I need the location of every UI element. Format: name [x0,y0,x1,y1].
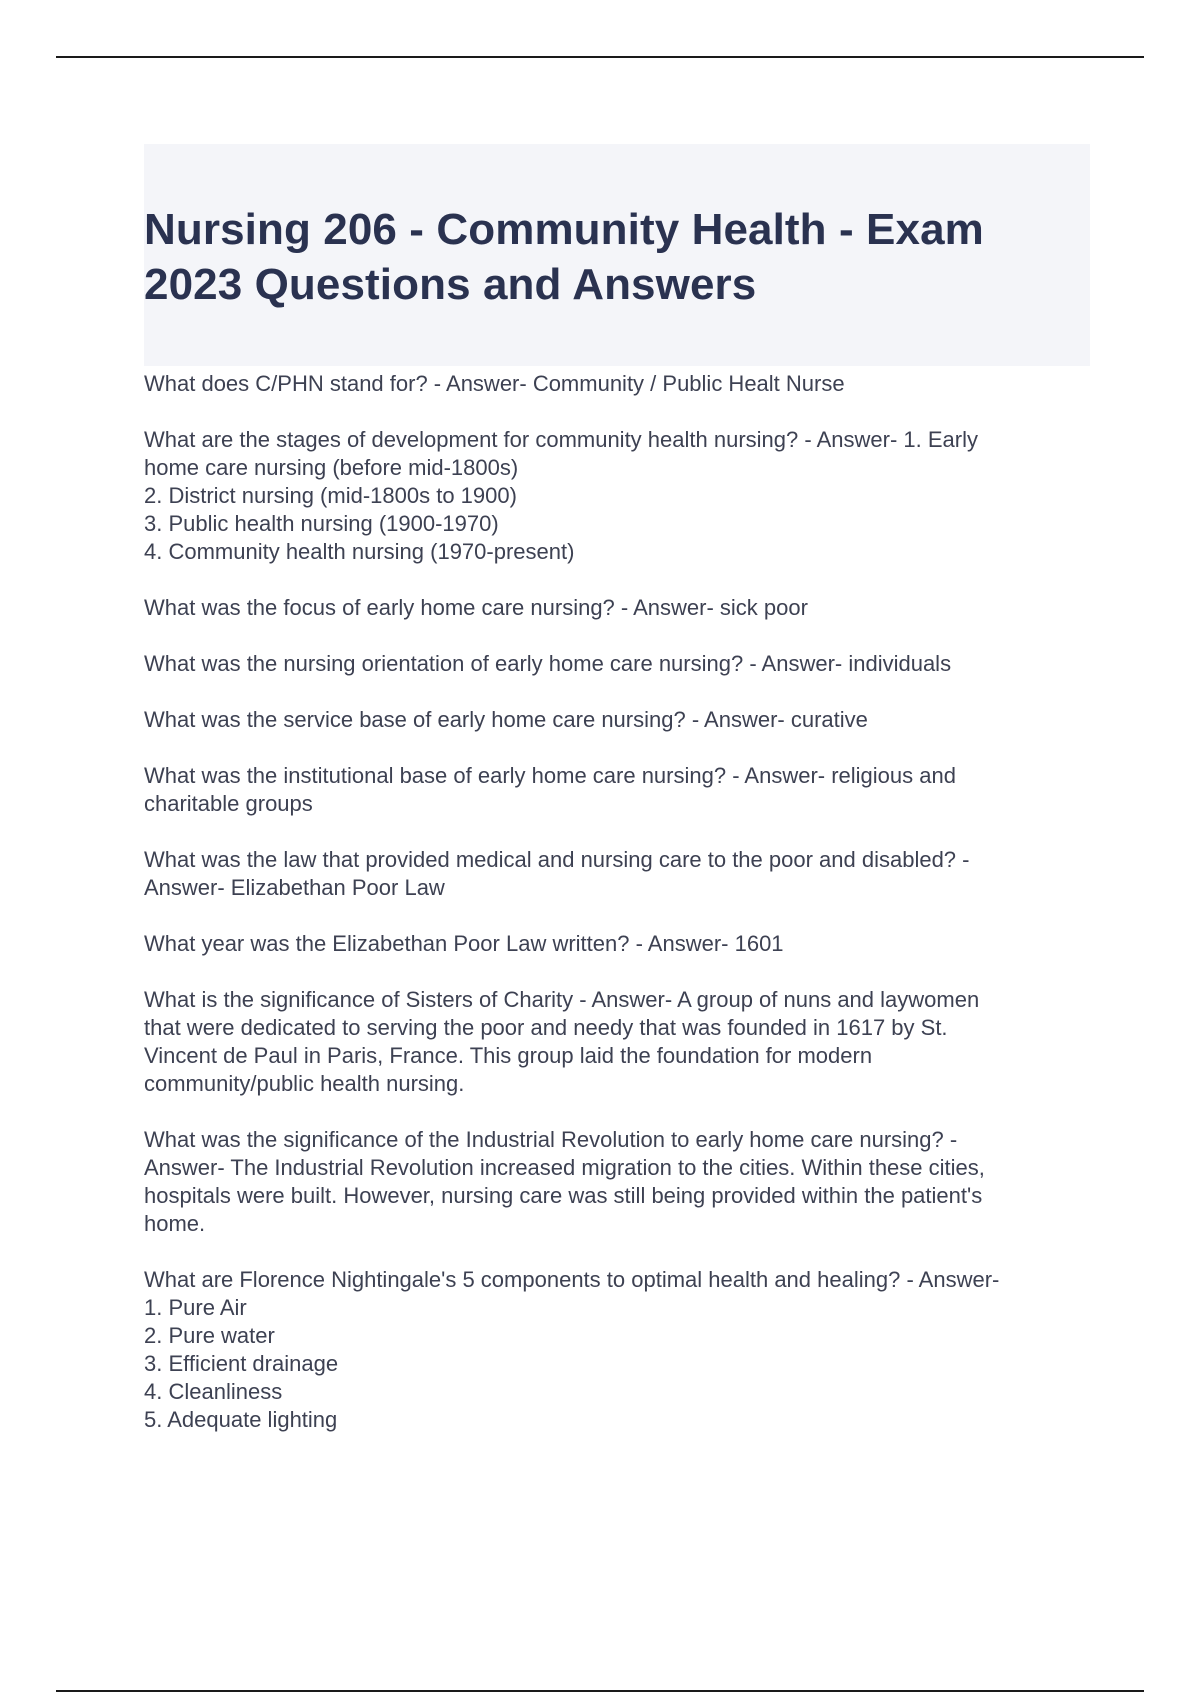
qa-line: 3. Public health nursing (1900-1970) [144,511,499,536]
qa-item [144,650,1090,678]
qa-line: Answer- The Industrial Revolution increased migration to the cities. Within these cities, [144,1155,985,1180]
document-body [144,144,1090,1462]
qa-line: What year was the Elizabethan Poor Law written? - Answer- 1601 [144,931,784,956]
qa-line: What was the focus of early home care nursing? - Answer- sick poor [144,595,808,620]
qa-line: charitable groups [144,791,313,816]
qa-line: What was the service base of early home care nursing? - Answer- curative [144,707,868,732]
qa-line: What was the law that provided medical and nursing care to the poor and disabled? - [144,847,970,872]
qa-line: that were dedicated to serving the poor and needy that was founded in 1617 by St. [144,1015,948,1040]
qa-line: What are the stages of development for community health nursing? - Answer- 1. Early [144,427,978,452]
qa-line: 3. Efficient drainage [144,1351,339,1376]
qa-line: What was the institutional base of early home care nursing? - Answer- religious and [144,763,956,788]
qa-line: What is the significance of Sisters of Charity - Answer- A group of nuns and laywomen [144,987,980,1012]
qa-line: What are Florence Nightingale's 5 components to optimal health and healing? - Answer- [144,1267,1000,1292]
qa-line: Vincent de Paul in Paris, France. This group laid the foundation for modern [144,1043,873,1068]
qa-item [144,1266,1090,1434]
title-block [144,144,1090,366]
qa-line: 2. District nursing (mid-1800s to 1900) [144,483,517,508]
qa-item [144,706,1090,734]
qa-line: What does C/PHN stand for? - Answer- Community / Public Healt Nurse [144,371,845,396]
qa-item [144,762,1090,818]
qa-line: 4. Cleanliness [144,1379,283,1404]
qa-line: 1. Pure Air [144,1295,247,1320]
qa-line: 5. Adequate lighting [144,1407,338,1432]
qa-item [144,930,1090,958]
qa-line: community/public health nursing. [144,1071,465,1096]
qa-line: home. [144,1211,206,1236]
qa-item [144,594,1090,622]
qa-line: 2. Pure water [144,1323,275,1348]
qa-line: hospitals were built. However, nursing care was still being provided within the patient's [144,1183,983,1208]
qa-line: Answer- Elizabethan Poor Law [144,875,445,900]
qa-item [144,370,1090,398]
qa-line: What was the nursing orientation of early home care nursing? - Answer- individuals [144,651,952,676]
qa-line: What was the significance of the Industrial Revolution to early home care nursing? - [144,1127,958,1152]
bottom-rule [56,1690,1144,1692]
top-rule [56,56,1144,58]
qa-item [144,846,1090,902]
document-title: Nursing 206 - Community Health - Exam 2023 Questions and Answers [144,205,984,309]
qa-item [144,426,1090,566]
qa-line: home care nursing (before mid-1800s) [144,455,519,480]
qa-list [144,370,1090,1434]
qa-item [144,986,1090,1098]
qa-line: 4. Community health nursing (1970-present) [144,539,575,564]
qa-item [144,1126,1090,1238]
